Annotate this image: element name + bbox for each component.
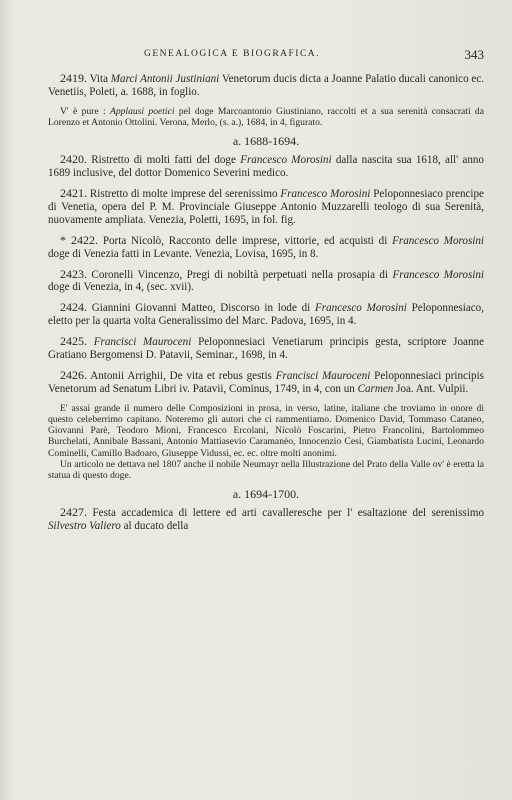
text-run: V' è pure : [60,105,110,117]
text-run: Ristretto di molte imprese del serenissimo [87,188,281,201]
text-run: Porta Nicolò, Racconto delle imprese, vittorie, ed acquisti di [98,234,393,247]
text-run: doge di Venezia fatti in Levante. Venezia, Lovisa, 1695, in 8. [48,247,319,260]
note-text [48,106,484,128]
entry-text [48,268,484,295]
entry-number: 2424. [60,300,87,315]
period-heading: a. 1694-1700. [232,487,300,502]
catalog-entry [48,268,484,295]
text-run: Festa accademica di lettere ed arti cavalleresche per l' esaltazione del serenissimo [87,507,484,520]
entry-text [48,153,484,180]
text-run: doge di Venezia, in 4, (sec. xvii). [48,281,194,294]
italic-text: Applausi poetici [109,105,175,117]
italic-text: Silvestro Valiero [48,520,121,533]
catalog-entry [48,187,484,227]
text-run: Peloponnesiaci Venetiarum principis gesta, scriptore Joanne Gratiano Bergomensi D. Patavii, Seminar., 1698, in 4. [48,336,484,362]
catalog-entry [48,234,484,261]
italic-text: Francisci Mauroceni [93,336,192,349]
entry-text [48,234,484,261]
catalog-entry [48,153,484,180]
text-run: Joa. Ant. Vulpii. [393,382,469,395]
page-header [120,47,484,63]
entry-text [48,187,484,227]
note-paragraph [48,106,484,128]
text-run: Peloponnesiaci principis Venetorum ad Senatum Libri iv. Patavii, Cominus, 1749, in 4, con un [48,370,484,395]
text-run [87,336,94,348]
entry-number: 2421. [60,186,87,201]
text-run: Venetorum ducis dicta a Joanne Palatio ducali canonico ec. Venetiis, Poleti, a. 1688, in foglio. [48,73,485,98]
note-paragraph: Un articolo ne dettava nel 1807 anche il nobile Neumayr nella Illustrazione del Prato della Valle ov' è eretta la statua di questo doge. [48,458,484,482]
catalog-entry [48,335,484,362]
entry-group [48,72,484,99]
note-paragraph: E' assai grande il numero delle Composizioni in prosa, in verso, latine, italiane che troviamo in onore di questo celeberrimo capitano. Noteremo gli autori che ci rammentiamo. Domenico David, Tommaso Cataneo, Giovanni Parè, Teodoro Mioni, Francesco Ercolani, Nicolò Foscarini, Pietro Francolini, Bartolommeo Burchelati, Annibale Bassani, Antonio Mattiasevio Caramanèo, Innocenzio Cesi, Giambatista Lucini, Leonardo Cominelli, Camillo Badoaro, Giuseppe Vidussi, ec. ec. oltre molti anonimi. [48,402,484,459]
text-run: Vita [87,73,111,85]
text-run: Giannini Giovanni Matteo, Discorso in lode di [87,302,316,315]
entry-number: * 2422. [60,232,99,247]
text-run: Coronelli Vincenzo, Pregi di nobiltà perpetuati nella prosapia di [87,268,393,281]
text-run: pel doge Marcoantonio Giustiniano, raccolti et a sua serenità consacrati da Lorenzo et Antonio Ottolini. Verona, Merlo, (s. a.), 1684, in 4, figurato. [48,105,484,129]
italic-text: Francesco Morosini [392,268,484,281]
catalog-entry [48,301,484,328]
running-head: GENEALOGICA E BIOGRAFICA. [144,49,321,59]
italic-text: Francesco Morosini [315,302,407,315]
note-block [48,403,484,481]
entry-number: 2420. [60,152,87,167]
italic-text: Marci Antonii Justiniani [110,73,220,85]
text-run: dalla nascita sua 1618, all' anno 1689 inclusive, del dottor Domenico Severini medico. [48,154,484,180]
entry-text [48,335,484,362]
text-run: Peloponnesiaco, eletto per la quarta volta Generalissimo del Marc. Padova, 1695, in 4. [48,302,484,328]
entry-number: 2419. [60,71,87,85]
entry-text [48,369,484,396]
text-run: al ducato della [120,520,189,533]
text-run: Ristretto di molti fatti del doge [87,154,241,167]
entry-number: 2423. [60,266,87,281]
italic-text: Francesco Morosini [392,234,484,247]
catalog-entry [48,369,484,396]
italic-text: Francesco Morosini [280,188,371,201]
page-number: 343 [464,47,484,62]
entry-text [48,301,484,328]
entry-number: 2425. [60,334,87,349]
italic-text: Francisci Mauroceni [275,370,371,382]
entry-number: 2426. [60,368,87,382]
entry-text [48,72,484,99]
text-run: Peloponnesiaco prencipe di Venetia, opera del P. M. Provinciale Giuseppe Antonio Muzzarelli teologo di sua Serenità, nuovamente ampliata. Venezia, Poletti, 1695, in fol. fig. [48,188,484,226]
italic-text: Carmen [357,382,394,395]
entry-text [48,506,484,533]
catalog-entry [48,506,484,533]
period-heading: a. 1688-1694. [232,134,300,149]
entry-number: 2427. [60,505,87,520]
entry-group [48,153,484,396]
entry-group [48,506,484,533]
page-body [48,72,484,540]
text-run: Antonii Arrighii, De vita et rebus gestis [87,370,276,382]
italic-text: Francesco Morosini [240,154,332,167]
catalog-entry [48,72,484,99]
